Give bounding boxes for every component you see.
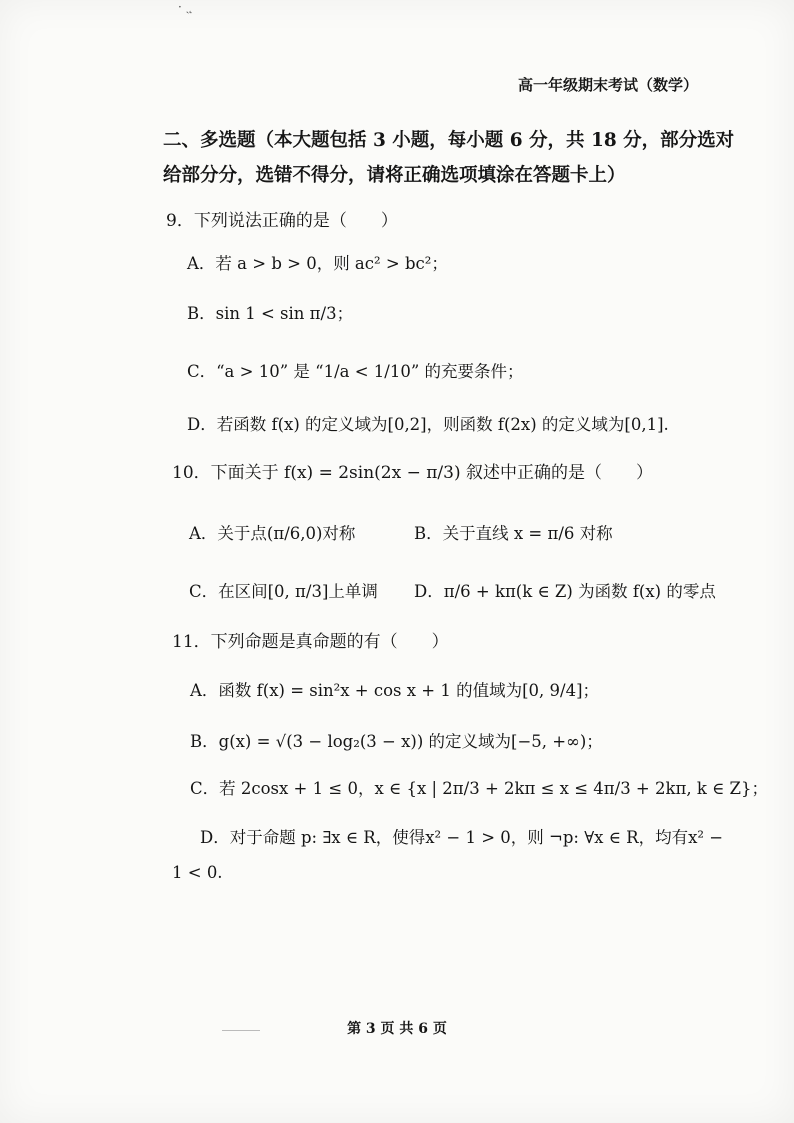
question-9-option-b: B．sin 1 < sin π/3； xyxy=(187,304,354,323)
question-9-stem: 9．下列说法正确的是（ ） xyxy=(166,211,398,231)
scan-artifact-icon: · ˎ ̨ xyxy=(178,0,194,14)
question-9-option-a: A．若 a > b > 0，则 ac² > bc²； xyxy=(187,254,448,273)
question-10-option-a: A．关于点(π/6,0)对称 xyxy=(189,524,356,543)
section-title-line1: 二、多选题（本大题包括 3 小题，每小题 6 分，共 18 分，部分选对 xyxy=(163,130,735,151)
question-11-option-d: D．对于命题 p: ∃x ∈ R，使得x² − 1 > 0，则 ¬p: ∀x ∈ R，均有x² − xyxy=(200,828,724,847)
page-header: 高一年级期末考试（数学） xyxy=(517,76,698,94)
question-9-option-d: D．若函数 f(x) 的定义域为[0,2]，则函数 f(2x) 的定义域为[0,1]. xyxy=(187,415,669,434)
page-number: 第 3 页 共 6 页 xyxy=(347,1021,447,1037)
question-11-option-a: A．函数 f(x) = sin²x + cos x + 1 的值域为[0, 9/4]； xyxy=(190,681,600,700)
question-11-option-d-continuation: 1 < 0. xyxy=(172,863,223,882)
question-10-option-c: C．在区间[0, π/3]上单调 xyxy=(189,582,378,601)
question-11-option-c: C．若 2cosx + 1 ≤ 0，x ∈ {x | 2π/3 + 2kπ ≤ x ≤ 4π/3 + 2kπ, k ∈ Z}； xyxy=(190,779,768,798)
question-11-option-b: B．g(x) = √(3 − log₂(3 − x)) 的定义域为[−5, +∞)； xyxy=(190,732,603,751)
question-10-option-b: B．关于直线 x = π/6 对称 xyxy=(414,524,613,543)
question-10-stem: 10．下面关于 f(x) = 2sin(2x − π/3) 叙述中正确的是（ ） xyxy=(172,463,653,483)
question-11-stem: 11．下列命题是真命题的有（ ） xyxy=(172,632,449,652)
question-9-option-c: C．“a > 10” 是 “1/a < 1/10” 的充要条件； xyxy=(187,362,524,381)
question-10-option-d: D．π/6 + kπ(k ∈ Z) 为函数 f(x) 的零点 xyxy=(414,582,716,601)
section-title-line2: 给部分分，选错不得分，请将正确选项填涂在答题卡上） xyxy=(163,165,626,186)
